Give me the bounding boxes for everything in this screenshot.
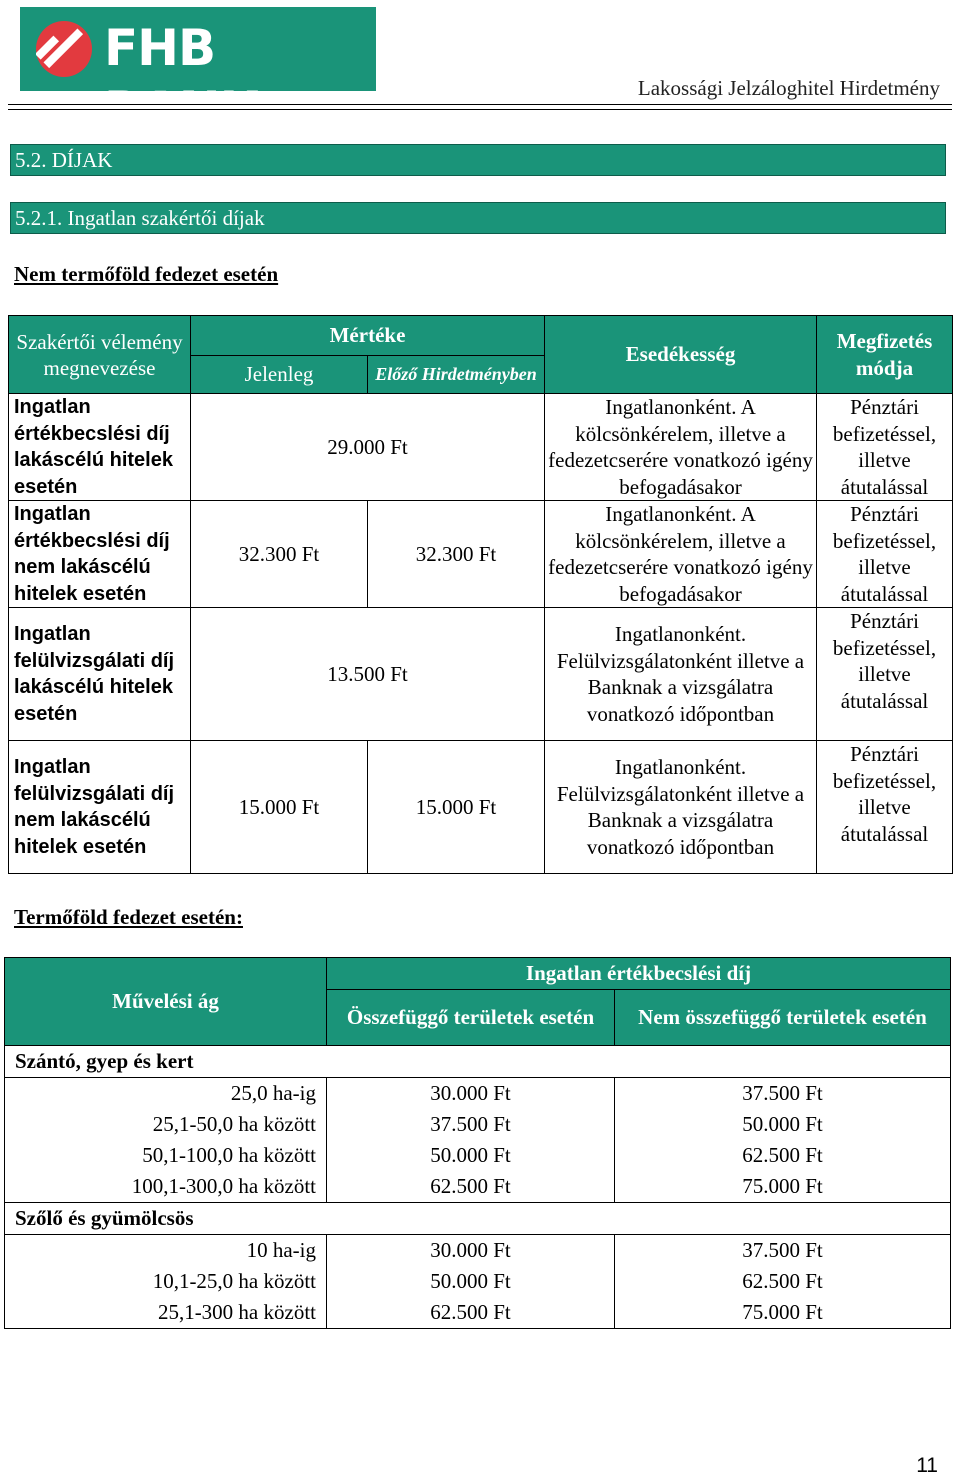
- area-range: 25,0 ha-ig: [5, 1078, 327, 1110]
- fee-contiguous: 62.500 Ft: [327, 1297, 615, 1329]
- fee-contiguous: 37.500 Ft: [327, 1109, 615, 1140]
- fee-current: 15.000 Ft: [191, 741, 368, 874]
- header-divider: [8, 104, 952, 105]
- area-range: 25,1-50,0 ha között: [5, 1109, 327, 1140]
- header-due: Esedékesség: [545, 316, 817, 394]
- fee-previous: 32.300 Ft: [368, 501, 545, 608]
- fee-amount: 29.000 Ft: [191, 394, 545, 501]
- non-farmland-heading: Nem termőföld fedezet esetén: [14, 262, 279, 286]
- area-range: 10 ha-ig: [5, 1235, 327, 1267]
- header-opinion-name: Szakértői vélemény megnevezése: [9, 316, 191, 394]
- fee-contiguous: 50.000 Ft: [327, 1140, 615, 1171]
- fee-non-contiguous: 75.000 Ft: [615, 1297, 951, 1329]
- fee-amount: 13.500 Ft: [191, 608, 545, 741]
- fee-due: Ingatlanonként. Felülvizsgálatonként illetve a Banknak a vizsgálatra vonatkozó időpontban: [545, 741, 817, 874]
- fee-non-contiguous: 37.500 Ft: [615, 1078, 951, 1110]
- area-range: 10,1-25,0 ha között: [5, 1266, 327, 1297]
- group-label: Szőlő és gyümölcsös: [5, 1203, 951, 1235]
- fee-non-contiguous: 37.500 Ft: [615, 1235, 951, 1267]
- header-previous: Előző Hirdetményben: [368, 356, 545, 394]
- fee-payment: Pénztári befizetéssel, illetve átutalással: [817, 608, 953, 741]
- fee-current: 32.300 Ft: [191, 501, 368, 608]
- header-payment-method: Megfizetés módja: [817, 316, 953, 394]
- fee-non-contiguous: 50.000 Ft: [615, 1109, 951, 1140]
- fee-previous: 15.000 Ft: [368, 741, 545, 874]
- fee-name: Ingatlan felülvizsgálati díj nem lakáscélú hitelek esetén: [9, 741, 191, 874]
- fee-name: Ingatlan értékbecslési díj lakáscélú hitelek esetén: [9, 394, 191, 501]
- fee-contiguous: 50.000 Ft: [327, 1266, 615, 1297]
- fhb-logo-mark-icon: [36, 21, 92, 77]
- area-range: 50,1-100,0 ha között: [5, 1140, 327, 1171]
- non-farmland-fee-table: [8, 315, 953, 874]
- group-label: Szántó, gyep és kert: [5, 1046, 951, 1078]
- fee-non-contiguous: 62.500 Ft: [615, 1266, 951, 1297]
- fee-contiguous: 30.000 Ft: [327, 1078, 615, 1110]
- area-range: 100,1-300,0 ha között: [5, 1171, 327, 1203]
- section-heading-fees: 5.2. DÍJAK: [10, 144, 946, 176]
- logo-text: FHB BANK: [104, 19, 258, 139]
- fee-contiguous: 62.500 Ft: [327, 1171, 615, 1203]
- header-valuation-fee: Ingatlan értékbecslési díj: [327, 958, 951, 990]
- fee-contiguous: 30.000 Ft: [327, 1235, 615, 1267]
- header-measure: Mértéke: [191, 316, 545, 356]
- fee-due: Ingatlanonként. A kölcsönkérelem, illetve a fedezetcserére vonatkozó igény befogadásakor: [545, 394, 817, 501]
- page-number: 11: [916, 1454, 938, 1477]
- subsection-heading-expert-fees: 5.2.1. Ingatlan szakértői díjak: [10, 202, 946, 234]
- fee-payment: Pénztári befizetéssel, illetve átutalással: [817, 394, 953, 501]
- fee-name: Ingatlan értékbecslési díj nem lakáscélú hitelek esetén: [9, 501, 191, 608]
- fee-due: Ingatlanonként. A kölcsönkérelem, illetve a fedezetcserére vonatkozó igény befogadásakor: [545, 501, 817, 608]
- fhb-bank-logo: [20, 7, 376, 139]
- header-contiguous: Összefüggő területek esetén: [327, 990, 615, 1046]
- fee-non-contiguous: 62.500 Ft: [615, 1140, 951, 1171]
- fee-payment: Pénztári befizetéssel, illetve átutalással: [817, 501, 953, 608]
- header-non-contiguous: Nem összefüggő területek esetén: [615, 990, 951, 1046]
- area-range: 25,1-300 ha között: [5, 1297, 327, 1329]
- fee-due: Ingatlanonként. Felülvizsgálatonként illetve a Banknak a vizsgálatra vonatkozó időpontban: [545, 608, 817, 741]
- header-cultivation: Művelési ág: [5, 958, 327, 1046]
- header-divider-2: [8, 109, 952, 110]
- fee-name: Ingatlan felülvizsgálati díj lakáscélú hitelek esetén: [9, 608, 191, 741]
- document-title: Lakossági Jelzáloghitel Hirdetmény: [637, 76, 940, 100]
- farmland-fee-table: [4, 957, 951, 1329]
- farmland-heading: Termőföld fedezet esetén:: [14, 905, 243, 929]
- fee-payment: Pénztári befizetéssel, illetve átutalással: [817, 741, 953, 874]
- fee-non-contiguous: 75.000 Ft: [615, 1171, 951, 1203]
- header-current: Jelenleg: [191, 356, 368, 394]
